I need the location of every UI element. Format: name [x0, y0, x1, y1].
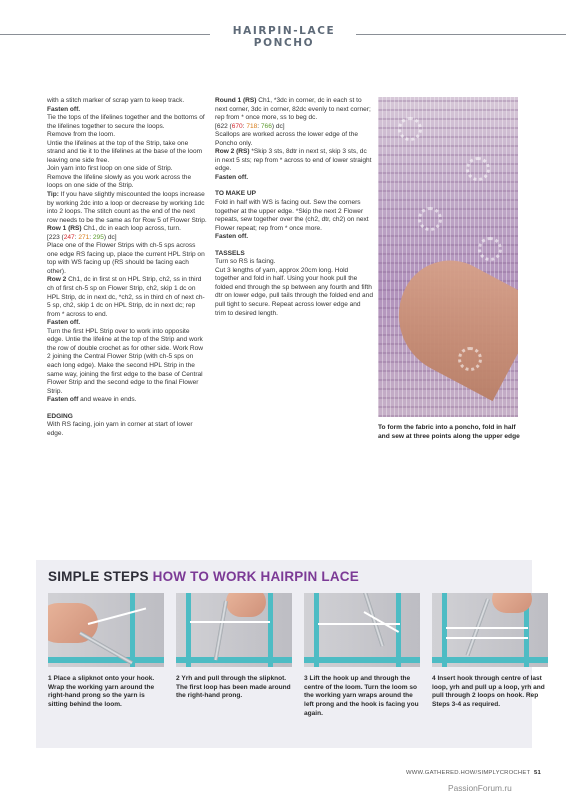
hand-image	[226, 593, 266, 617]
loom-bar	[176, 657, 292, 663]
round1-label: Round 1 (RS)	[215, 97, 257, 104]
row2-label: Row 2	[47, 276, 67, 284]
para: Tie the tops of the lifelines together and the bottoms of the lifelines together to secure the loops.	[47, 114, 205, 130]
para: Join yarn into first loop on one side of Strip.	[47, 165, 173, 173]
step-4-text: 4 Insert hook through centre of last loop, yrh and pull up a loop, yrh and pull through 2 loops on hook. Rep Steps 3-4 as required.	[432, 675, 545, 709]
para: With RS facing, join yarn in corner at start of lower edge.	[47, 421, 193, 437]
simple-steps-label: SIMPLE STEPS	[48, 569, 149, 584]
flower-motif	[458, 347, 482, 371]
step-3-text: 3 Lift the hook up and through the centre of the loom. Turn the loom so the working yarn wraps around the left prong and the hook is facing you again.	[304, 675, 419, 717]
fasten-off-para	[47, 396, 207, 405]
simple-steps-title	[48, 569, 359, 584]
count-size-b: 718	[246, 122, 258, 130]
para: Cut 3 lengths of yarn, approx 20cm long. Hold together and fold in half. Using your hook pull the folded end through the sp between any fourth and fifth dtr on lower edge, pull tails through the folded end and pull tight to secure. Repeat across lower edge and trim to desired length.	[215, 266, 373, 317]
page-number: 51	[533, 770, 541, 776]
yarn-strand	[364, 611, 400, 633]
fasten-off: Fasten off.	[47, 319, 81, 327]
loom-prong	[186, 593, 191, 667]
round1-text: Ch1, *3dc in corner, dc in each st to next corner, 3dc in corner, 82dc evenly to next corner; rep from * once more, ss to beg dc.	[215, 97, 371, 122]
row1-text: Ch1, dc in each loop across, turn.	[81, 225, 181, 233]
crochet-hook-icon	[214, 601, 228, 661]
hand-image	[492, 593, 532, 613]
para: Fold in half with WS is facing out. Sew the corners together at the upper edge. *Skip the next 2 Flower repeats, sew together over the (ch2, dtr, ch2) on next Flower repeat; rep from * once more.	[215, 199, 369, 232]
para: Place one of the Flower Strips with ch-5 sps across one edge RS facing up, place the current HPL Strip on top with WS facing up (RS should be facing each other).	[47, 242, 205, 275]
step-1-photo	[48, 593, 164, 667]
count-open: [223 (	[47, 233, 64, 241]
header-rule-left	[0, 34, 210, 35]
para: Scallops are worked across the lower edge of the Poncho only.	[215, 131, 359, 147]
row2-text: *Skip 3 sts, 8dtr in next st, skip 3 sts, dc in next 5 sts; rep from * across to end of lower straight edge.	[215, 148, 372, 173]
loom-prong	[442, 593, 447, 667]
count-open: [622 (	[215, 122, 232, 130]
count-size-c: 766	[260, 122, 272, 130]
fasten-off: Fasten off.	[215, 233, 249, 241]
para: Turn the first HPL Strip over to work into opposite edge. Untie the lifeline at the top of the Strip and work the row of double crochet as for other side. Work Row 2 joining the Central Flower Strip (with ch-5 sps on each long edge). Make the second HPL Strip in the same way, joining the first edge to the base of Central Flower Strip and the second edge to the final Flower Strip.	[47, 327, 203, 395]
row1-para	[47, 225, 207, 242]
yarn-strand	[446, 627, 528, 629]
row2-text: Ch1, dc in first st on HPL Strip, ch2, ss in third ch of first ch-5 sp on Flower Strip, ch2, skip 1 dc on HPL Strip, dc in next dc, *ch2, ss in third ch of next ch-5 sp, ch2, skip 1 dc on HPL Strip, dc in next dc; rep from * across to end.	[47, 276, 205, 318]
section-heading-tassels: TASSELS	[215, 249, 245, 257]
count-sep: :	[257, 122, 261, 130]
section-heading-edging: EDGING	[47, 412, 73, 420]
count-size-c: 295	[92, 233, 104, 241]
row2-para	[215, 148, 373, 174]
section-heading-make-up: TO MAKE UP	[215, 190, 256, 198]
fasten-off: Fasten off.	[215, 173, 249, 181]
fasten-off: Fasten off.	[47, 105, 81, 113]
yarn-strand	[190, 621, 270, 623]
page-title: HAIRPIN-LACE PONCHO	[232, 25, 336, 49]
step-1-text: 1 Place a slipknot onto your hook. Wrap the working yarn around the right-hand prong so the yarn is sitting behind the loom.	[48, 675, 155, 709]
page-footer	[406, 770, 541, 776]
para: Remove from the loom.	[47, 131, 116, 139]
tip-para	[47, 191, 207, 225]
flower-motif	[418, 207, 442, 231]
flower-motif	[398, 117, 422, 141]
loom-prong	[314, 593, 319, 667]
loom-prong	[130, 593, 135, 667]
loom-bar	[432, 657, 548, 663]
step-3-photo	[304, 593, 420, 667]
loom-prong	[268, 593, 273, 667]
count-close: ) dc]	[103, 233, 117, 241]
para: Turn so RS is facing.	[215, 258, 276, 266]
text-column-2	[215, 97, 373, 318]
count-size-a: 247	[63, 233, 75, 241]
footer-url: WWW.GATHERED.HOW/SIMPLYCROCHET	[406, 770, 531, 776]
count-close: ) dc]	[271, 122, 285, 130]
row1-label: Row 1 (RS)	[47, 225, 82, 233]
round1-para	[215, 97, 373, 131]
row2-label: Row 2 (RS)	[215, 148, 250, 156]
para: Remove the lifeline slowly as you work across the loops on one side of the Strip.	[47, 173, 192, 190]
tip-label: Tip:	[47, 191, 59, 199]
header-rule-right	[356, 34, 566, 35]
para-line: with a stitch marker of scrap yarn to keep track.	[47, 97, 185, 104]
row2-para	[47, 276, 207, 319]
tip-text: If you have slightly miscounted the loops increase by working 2dc into a loop or decrease by working 1dc into 2 loops. The stitch count as the end of the next row needs to be the same as for Row 5 of Flower Strip.	[47, 191, 207, 224]
count-sep: :	[89, 233, 93, 241]
yarn-strand	[446, 637, 528, 639]
count-sep: :	[74, 233, 79, 241]
step-2-text: 2 Yrh and pull through the slipknot. The first loop has been made around the right-hand prong.	[176, 675, 291, 700]
para: Untie the lifelines at the top of the Strip, take one strand and tie it to the lifelines at the base of the loom leaving one side free.	[47, 139, 203, 164]
step-4-photo	[432, 593, 548, 667]
flower-motif	[478, 237, 502, 261]
watermark: PassionForum.ru	[448, 783, 512, 793]
fasten-off-label: Fasten off	[47, 396, 79, 404]
step-2-photo	[176, 593, 292, 667]
photo-caption: To form the fabric into a poncho, fold in half and sew at three points along the upper edge	[378, 424, 520, 440]
text-column-1	[47, 97, 207, 438]
poncho-photo	[378, 97, 518, 417]
simple-steps-subtitle: HOW TO WORK HAIRPIN LACE	[152, 569, 359, 584]
count-size-b: 271	[78, 233, 90, 241]
flower-motif	[466, 157, 490, 181]
count-size-a: 670	[231, 122, 243, 130]
fasten-off-text: and weave in ends.	[78, 396, 137, 404]
count-sep: :	[242, 122, 247, 130]
loom-bar	[304, 657, 420, 663]
loom-bar	[48, 657, 164, 663]
